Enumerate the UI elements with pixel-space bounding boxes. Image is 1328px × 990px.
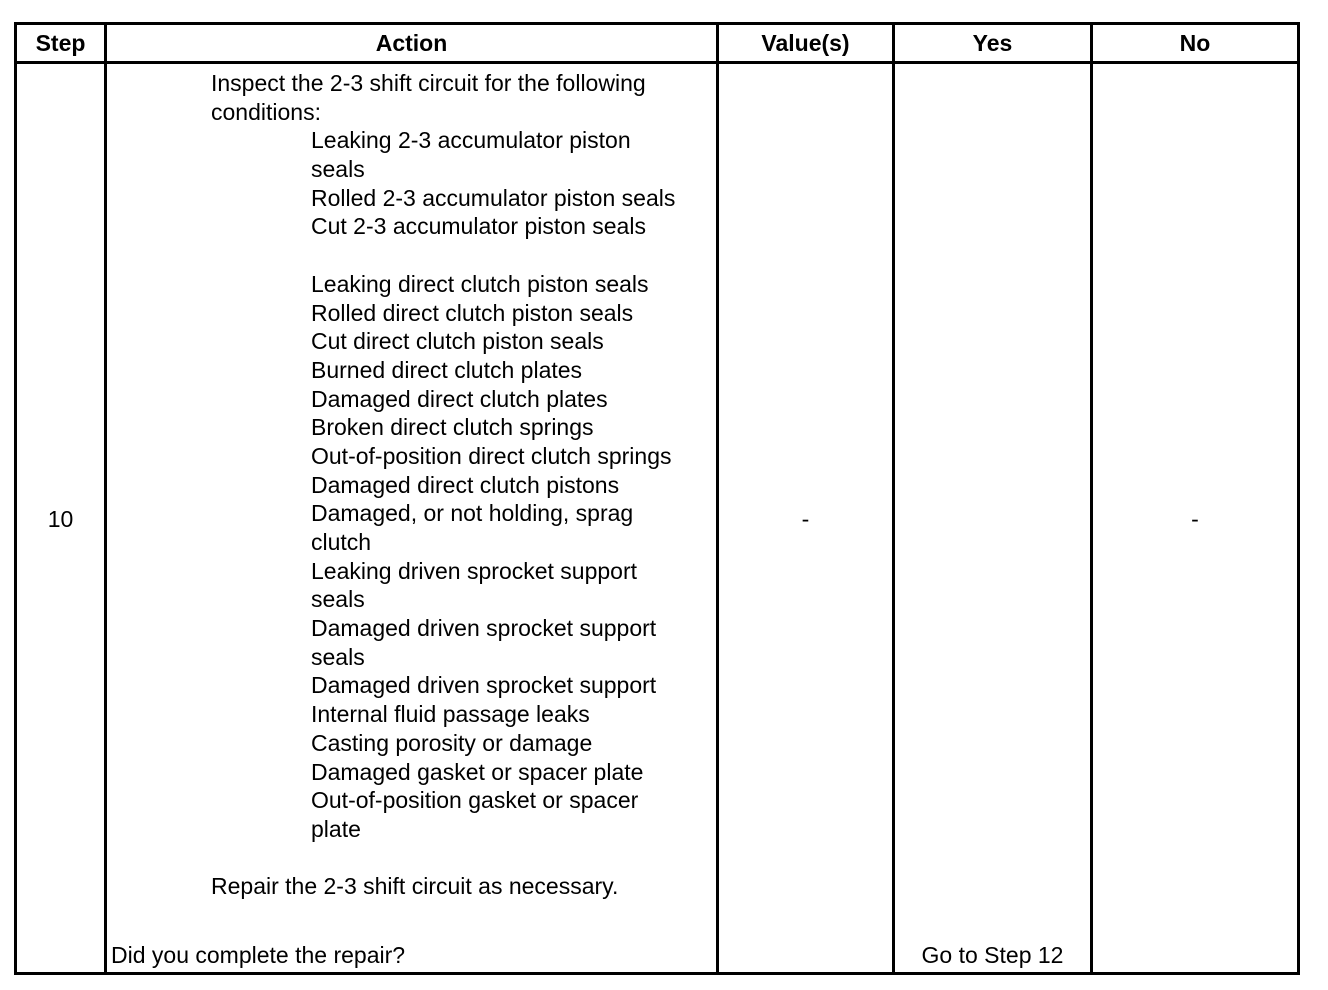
repair-question: Did you complete the repair? <box>111 942 406 968</box>
blank-spacer <box>211 844 711 873</box>
condition-item: Rolled direct clutch piston seals <box>311 299 634 326</box>
column-divider-action <box>716 22 719 975</box>
action-intro-line-2: conditions: <box>211 98 321 125</box>
column-divider-yes <box>1090 22 1093 975</box>
header-no: No <box>1179 30 1211 56</box>
yes-cell: Go to Step 12 <box>921 942 1064 968</box>
condition-item: Leaking driven sprocket support <box>311 557 638 584</box>
condition-list-1 <box>211 126 711 241</box>
condition-item: Cut 2-3 accumulator piston seals <box>311 213 646 240</box>
condition-item: Burned direct clutch plates <box>311 356 583 383</box>
action-intro-line-1: Inspect the 2-3 shift circuit for the following <box>211 70 646 96</box>
condition-item: Leaking direct clutch piston seals <box>311 270 649 297</box>
condition-item: Damaged gasket or spacer plate <box>311 758 644 785</box>
header-yes: Yes <box>972 30 1013 56</box>
condition-item: Broken direct clutch springs <box>311 414 594 441</box>
condition-item: seals <box>311 643 365 670</box>
step-number: 10 <box>47 506 74 532</box>
header-action: Action <box>375 30 448 56</box>
condition-item: Damaged driven sprocket support <box>311 672 657 699</box>
condition-item: Damaged driven sprocket support <box>311 615 657 642</box>
condition-item: Internal fluid passage leaks <box>311 701 590 728</box>
condition-item: Out-of-position direct clutch springs <box>311 442 672 469</box>
column-divider-step <box>104 22 107 975</box>
condition-item: Damaged direct clutch pistons <box>311 471 620 498</box>
action-content <box>211 69 711 901</box>
condition-item: Rolled 2-3 accumulator piston seals <box>311 184 676 211</box>
repair-instruction: Repair the 2-3 shift circuit as necessary. <box>211 873 619 900</box>
condition-item: Cut direct clutch piston seals <box>311 328 604 355</box>
table-border-left <box>14 22 17 975</box>
column-divider-values <box>892 22 895 975</box>
table-border-right <box>1297 22 1300 975</box>
condition-item: seals <box>311 156 365 183</box>
condition-item: Damaged, or not holding, sprag <box>311 500 634 527</box>
header-values: Value(s) <box>761 30 850 56</box>
condition-item: plate <box>311 815 361 842</box>
condition-item: seals <box>311 586 365 613</box>
condition-item: Leaking 2-3 accumulator piston <box>311 127 631 154</box>
condition-list-2 <box>211 270 711 844</box>
blank-spacer <box>211 241 711 270</box>
no-cell: - <box>1191 506 1199 532</box>
condition-item: clutch <box>311 529 372 555</box>
condition-item: Casting porosity or damage <box>311 729 593 756</box>
values-cell: - <box>801 506 810 532</box>
condition-item: Damaged direct clutch plates <box>311 385 608 412</box>
header-step: Step <box>35 30 86 56</box>
condition-item: Out-of-position gasket or spacer <box>311 787 639 814</box>
table-border-bottom <box>14 972 1300 975</box>
